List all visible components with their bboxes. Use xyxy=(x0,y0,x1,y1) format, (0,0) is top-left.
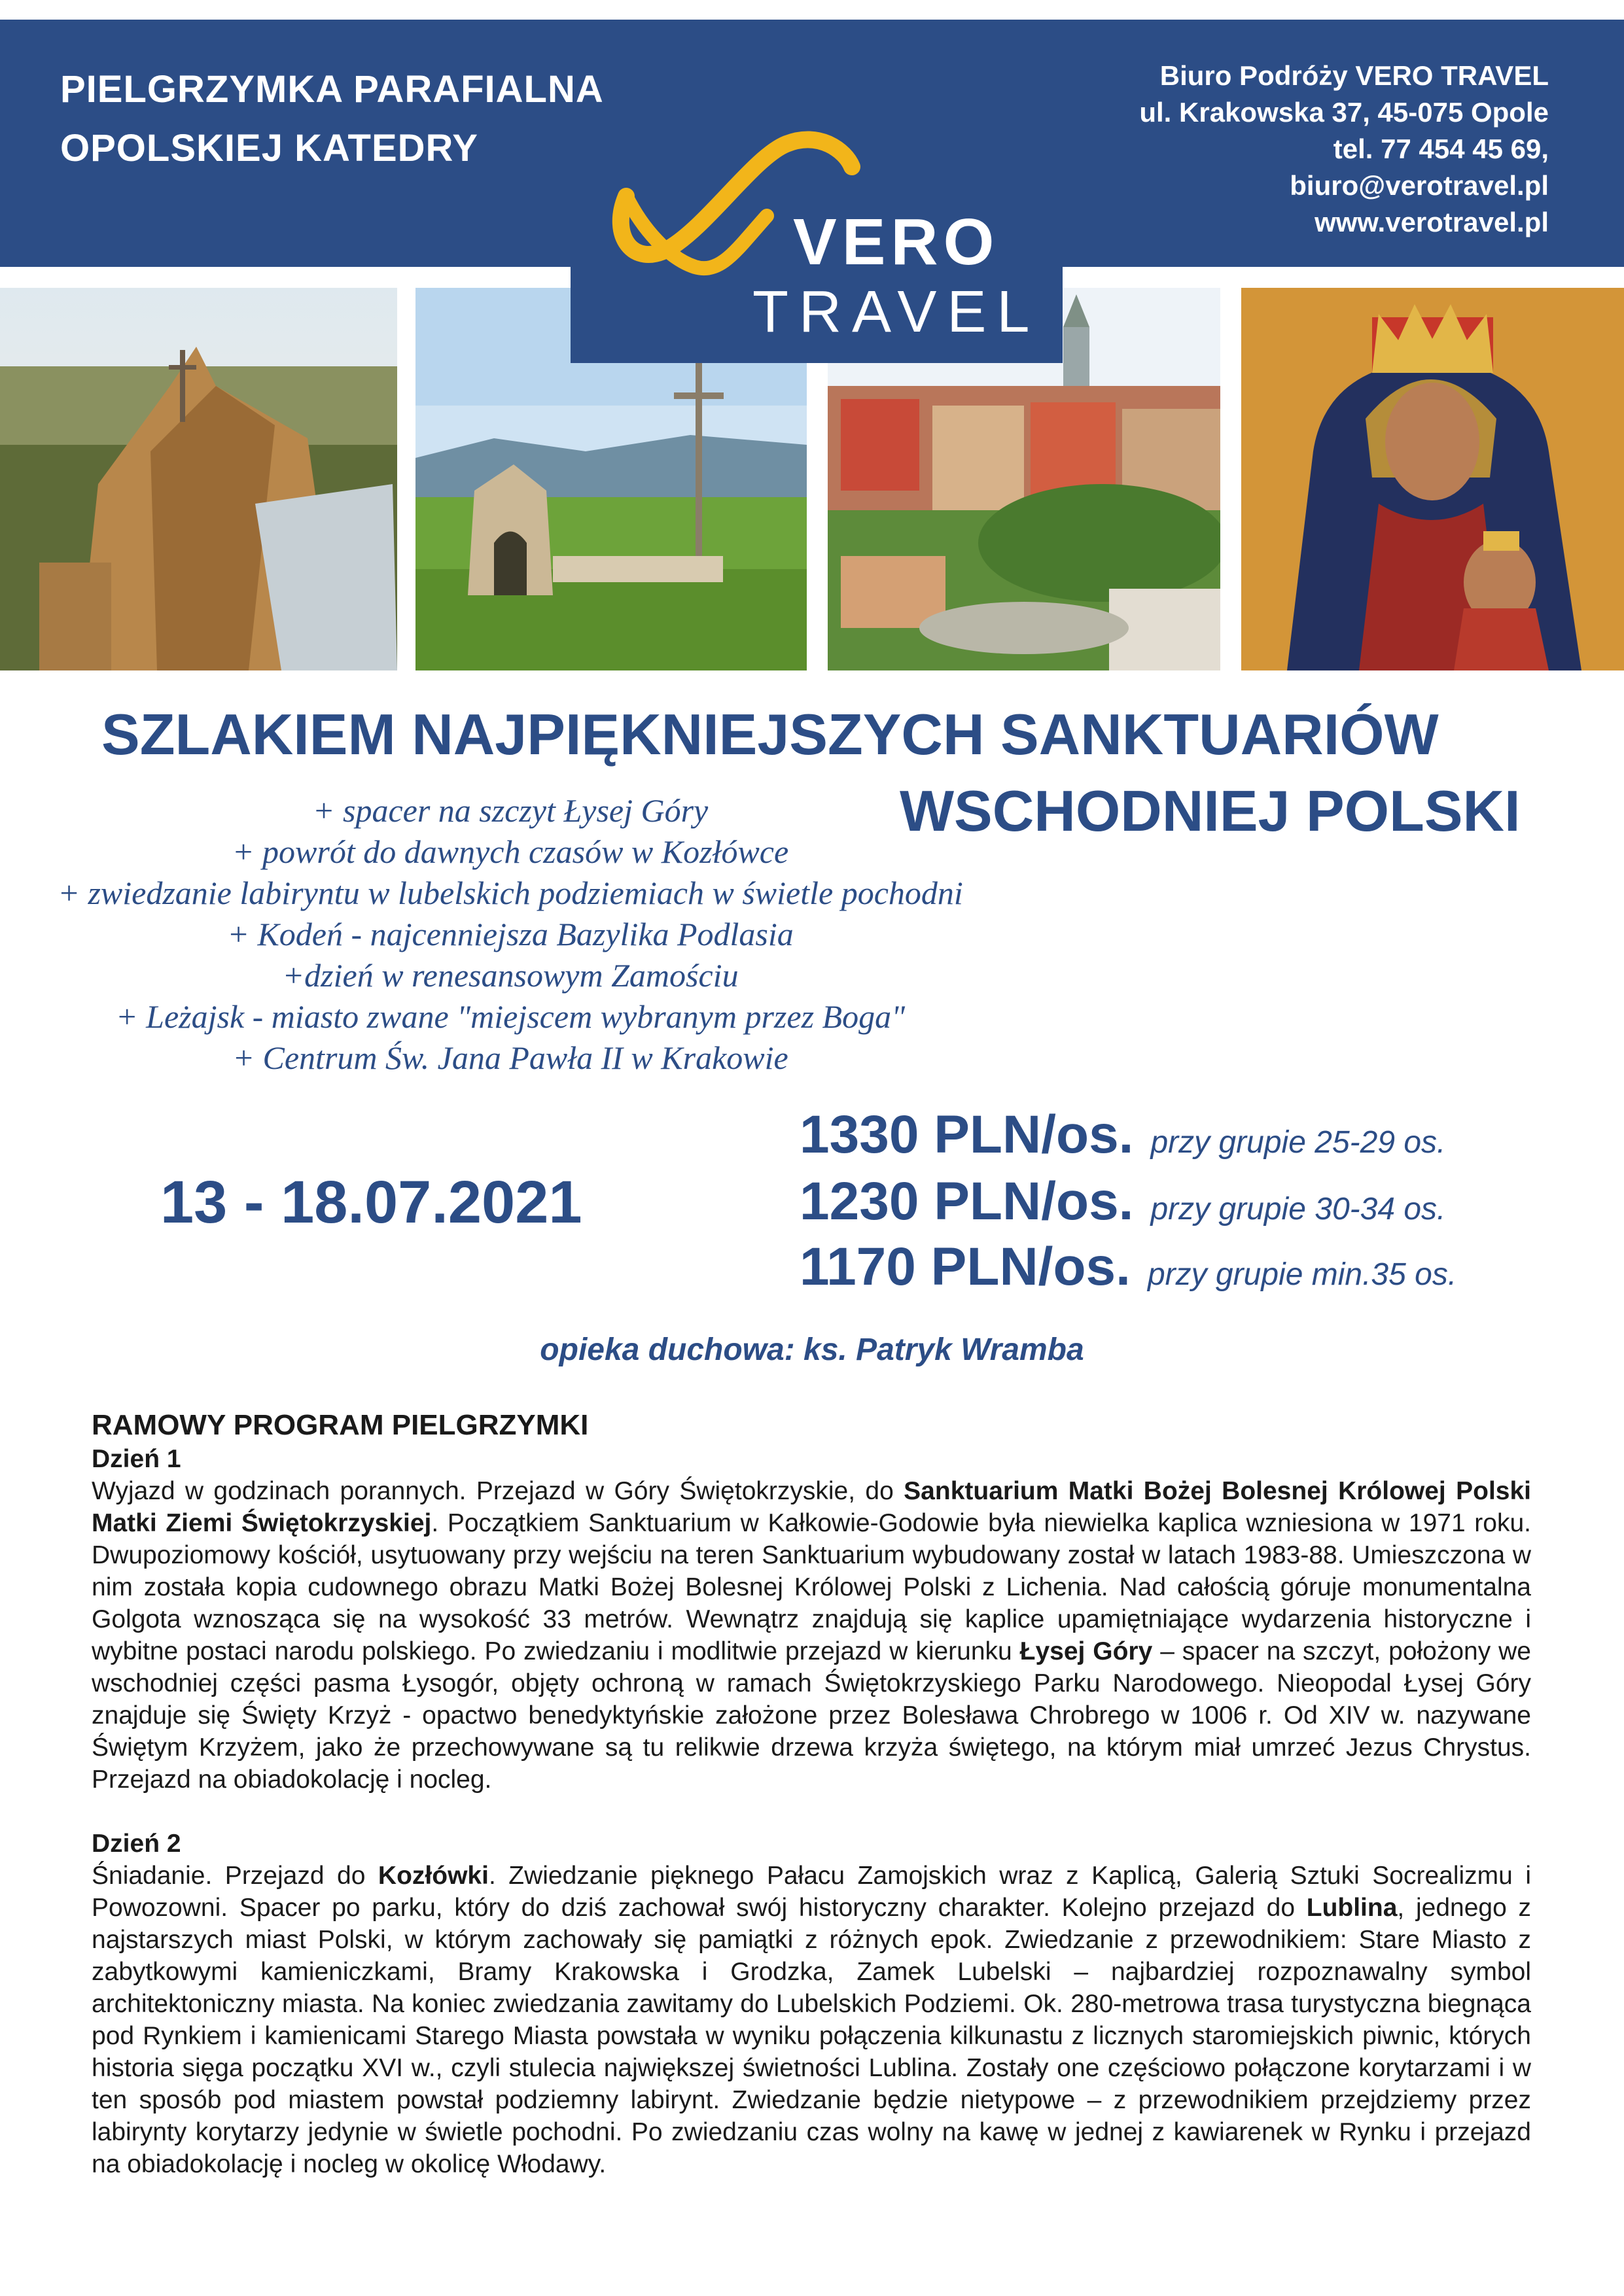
price-group-note: przy grupie 25-29 os. xyxy=(1150,1125,1446,1160)
price-group-note: przy grupie 30-34 os. xyxy=(1150,1192,1446,1226)
photo-madonna-icon xyxy=(1241,288,1624,670)
highlights-list xyxy=(0,790,1021,1079)
agency-address: ul. Krakowska 37, 45-075 Opole xyxy=(1139,97,1549,128)
highlight-item: + Leżajsk - miasto zwane "miejscem wybranym przez Boga" xyxy=(115,998,906,1035)
organizer-line-1: PIELGRZYMKA PARAFIALNA xyxy=(60,68,604,111)
day-1-text: – spacer na szczyt, położony we wschodniej części pasma Łysogór, objęty ochroną w ramach Świętokrzyskiego Parku Narodowego. Nieopodal Łysej Góry znajduje się Święty Krzyż - opactwo benedyktyńskie założone przez Bolesława Chrobrego w 1006 r. Od XIV w. nazywane Świętym Krzyżem, jako że przechowywane są tu relikwie drzewa krzyża świętego, na którym miał umrzeć Jezus Chrystus. Przejazd na obiadokolację i nocleg. xyxy=(92,1637,1531,1794)
day-2-text: . Zwiedzanie pięknego Pałacu Zamojskich wraz z Kaplicą, Galerią Sztuki Socrealizmu i Powozowni. Spacer po parku, który do dziś zachował swój historyczny charakter. Kolejno przejazd do xyxy=(92,1862,1531,1922)
day-2-text: , jednego z najstarszych miast Polski, w którym zachowały się pamiątki z różnych epok. Zwiedzanie z przewodnikiem: Stare Miasto z zabytkowymi kamieniczkami, Bramy Krakowska i Grodzka, Zamek Lubelski – najbardziej rozpoznawalny symbol architektoniczny miasta. Na koniec zwiedzania zawitamy do Lubelskich Podziemi. Ok. 280-metrowa trasa turystyczna biegnąca pod Rynkiem i kamienicami Starego Miasta powstała w wyniku połączenia kilkunastu z licznych staromiejskich piwnic, których historia sięga początku XVI w., czyli stulecia największej świetności Lublina. Zostały one częściowo połączone korytarzami i w ten sposób pod miastem powstał podziemny labirynt. Zwiedzanie będzie nietypowe – z przewodnikiem przejdziemy przez labirynty korytarzy jedynie w świetle pochodni. Po zwiedzaniu czas wolny na kawę w jednej z kawiarenek w Rynku i przejazd na obiadokolację i nocleg w okolicę Włodawy. xyxy=(92,1894,1532,2178)
day-2-description xyxy=(92,1860,1531,2180)
agency-contact xyxy=(1139,58,1549,241)
agency-email: biuro@verotravel.pl xyxy=(1290,170,1549,201)
price-group-note: przy grupie min.35 os. xyxy=(1147,1257,1457,1292)
day-2-heading: Dzień 2 xyxy=(92,1830,181,1858)
price-row xyxy=(800,1104,1445,1166)
highlight-item: + Kodeń - najcenniejsza Bazylika Podlasia xyxy=(227,916,794,952)
price-row xyxy=(800,1171,1445,1232)
highlight-item: + powrót do dawnych czasów w Kozłówce xyxy=(232,833,789,870)
page-title-line-1: SZLAKIEM NAJPIĘKNIEJSZYCH SANKTUARIÓW xyxy=(101,702,1439,767)
price-amount: 1330 PLN/os. xyxy=(800,1105,1134,1164)
highlight-item: + zwiedzanie labiryntu w lubelskich podziemiach w świetle pochodni xyxy=(58,875,963,911)
highlight-item: + spacer na szczyt Łysej Góry xyxy=(312,792,709,829)
price-amount: 1170 PLN/os. xyxy=(800,1237,1131,1296)
day-2-bold-place: Kozłówki xyxy=(378,1862,489,1890)
day-2-bold-place: Lublina xyxy=(1306,1894,1398,1922)
organizer-line-2: OPOLSKIEJ KATEDRY xyxy=(60,127,478,169)
program-section xyxy=(92,1408,1531,2180)
vero-travel-logo xyxy=(571,118,1063,363)
logo-word-travel: TRAVEL xyxy=(752,279,1040,345)
agency-phone: tel. 77 454 45 69, xyxy=(1333,133,1549,164)
trip-dates: 13 - 18.07.2021 xyxy=(160,1169,582,1236)
highlight-item: +dzień w renesansowym Zamościu xyxy=(282,957,739,994)
page-title-line-2: WSCHODNIEJ POLSKI xyxy=(900,778,1521,843)
price-amount: 1230 PLN/os. xyxy=(800,1172,1134,1231)
organizer xyxy=(60,60,604,178)
day-1-text: Wyjazd w godzinach porannych. Przejazd w Góry Świętokrzyskie, do xyxy=(92,1477,904,1505)
logo-word-vero: VERO xyxy=(793,205,1000,279)
day-1-description xyxy=(92,1475,1531,1796)
agency-website: www.verotravel.pl xyxy=(1315,207,1549,237)
day-2-text: Śniadanie. Przejazd do xyxy=(92,1862,378,1890)
photo-castle-ruins xyxy=(0,288,397,670)
spiritual-guide: opieka duchowa: ks. Patryk Wramba xyxy=(540,1332,1084,1367)
day-1-bold-place: Łysej Góry xyxy=(1019,1637,1153,1665)
program-heading: RAMOWY PROGRAM PIELGRZYMKI xyxy=(92,1409,589,1441)
day-1-bold-place: Sanktuarium Matki Bożej Bolesnej Królowej Polski Matki Ziemi Świętokrzyskiej xyxy=(92,1477,1531,1537)
price-row xyxy=(800,1236,1456,1298)
day-1-heading: Dzień 1 xyxy=(92,1445,181,1473)
agency-name: Biuro Podróży VERO TRAVEL xyxy=(1159,60,1549,91)
day-1-text: . Początkiem Sanktuarium w Kałkowie-Godowie była niewielka kaplica wzniesiona w 1971 roku. Dwupoziomowy kościół, usytuowany przy wejściu na teren Sanktuarium wybudowany został w latach 1983-88. Umieszczona w nim została kopia cudownego obrazu Matki Bożej Bolesnej Królowej Polski z Lichenia. Nad całością góruje monumentalna Golgota wznosząca się na wysokość 33 metrów. Wewnątrz znajdują się kaplice upamiętniające wydarzenia historyczne i wybitne postaci narodu polskiego. Po zwiedzaniu i modlitwie przejazd w kierunku xyxy=(92,1509,1532,1665)
highlight-item: + Centrum Św. Jana Pawła II w Krakowie xyxy=(232,1039,788,1076)
